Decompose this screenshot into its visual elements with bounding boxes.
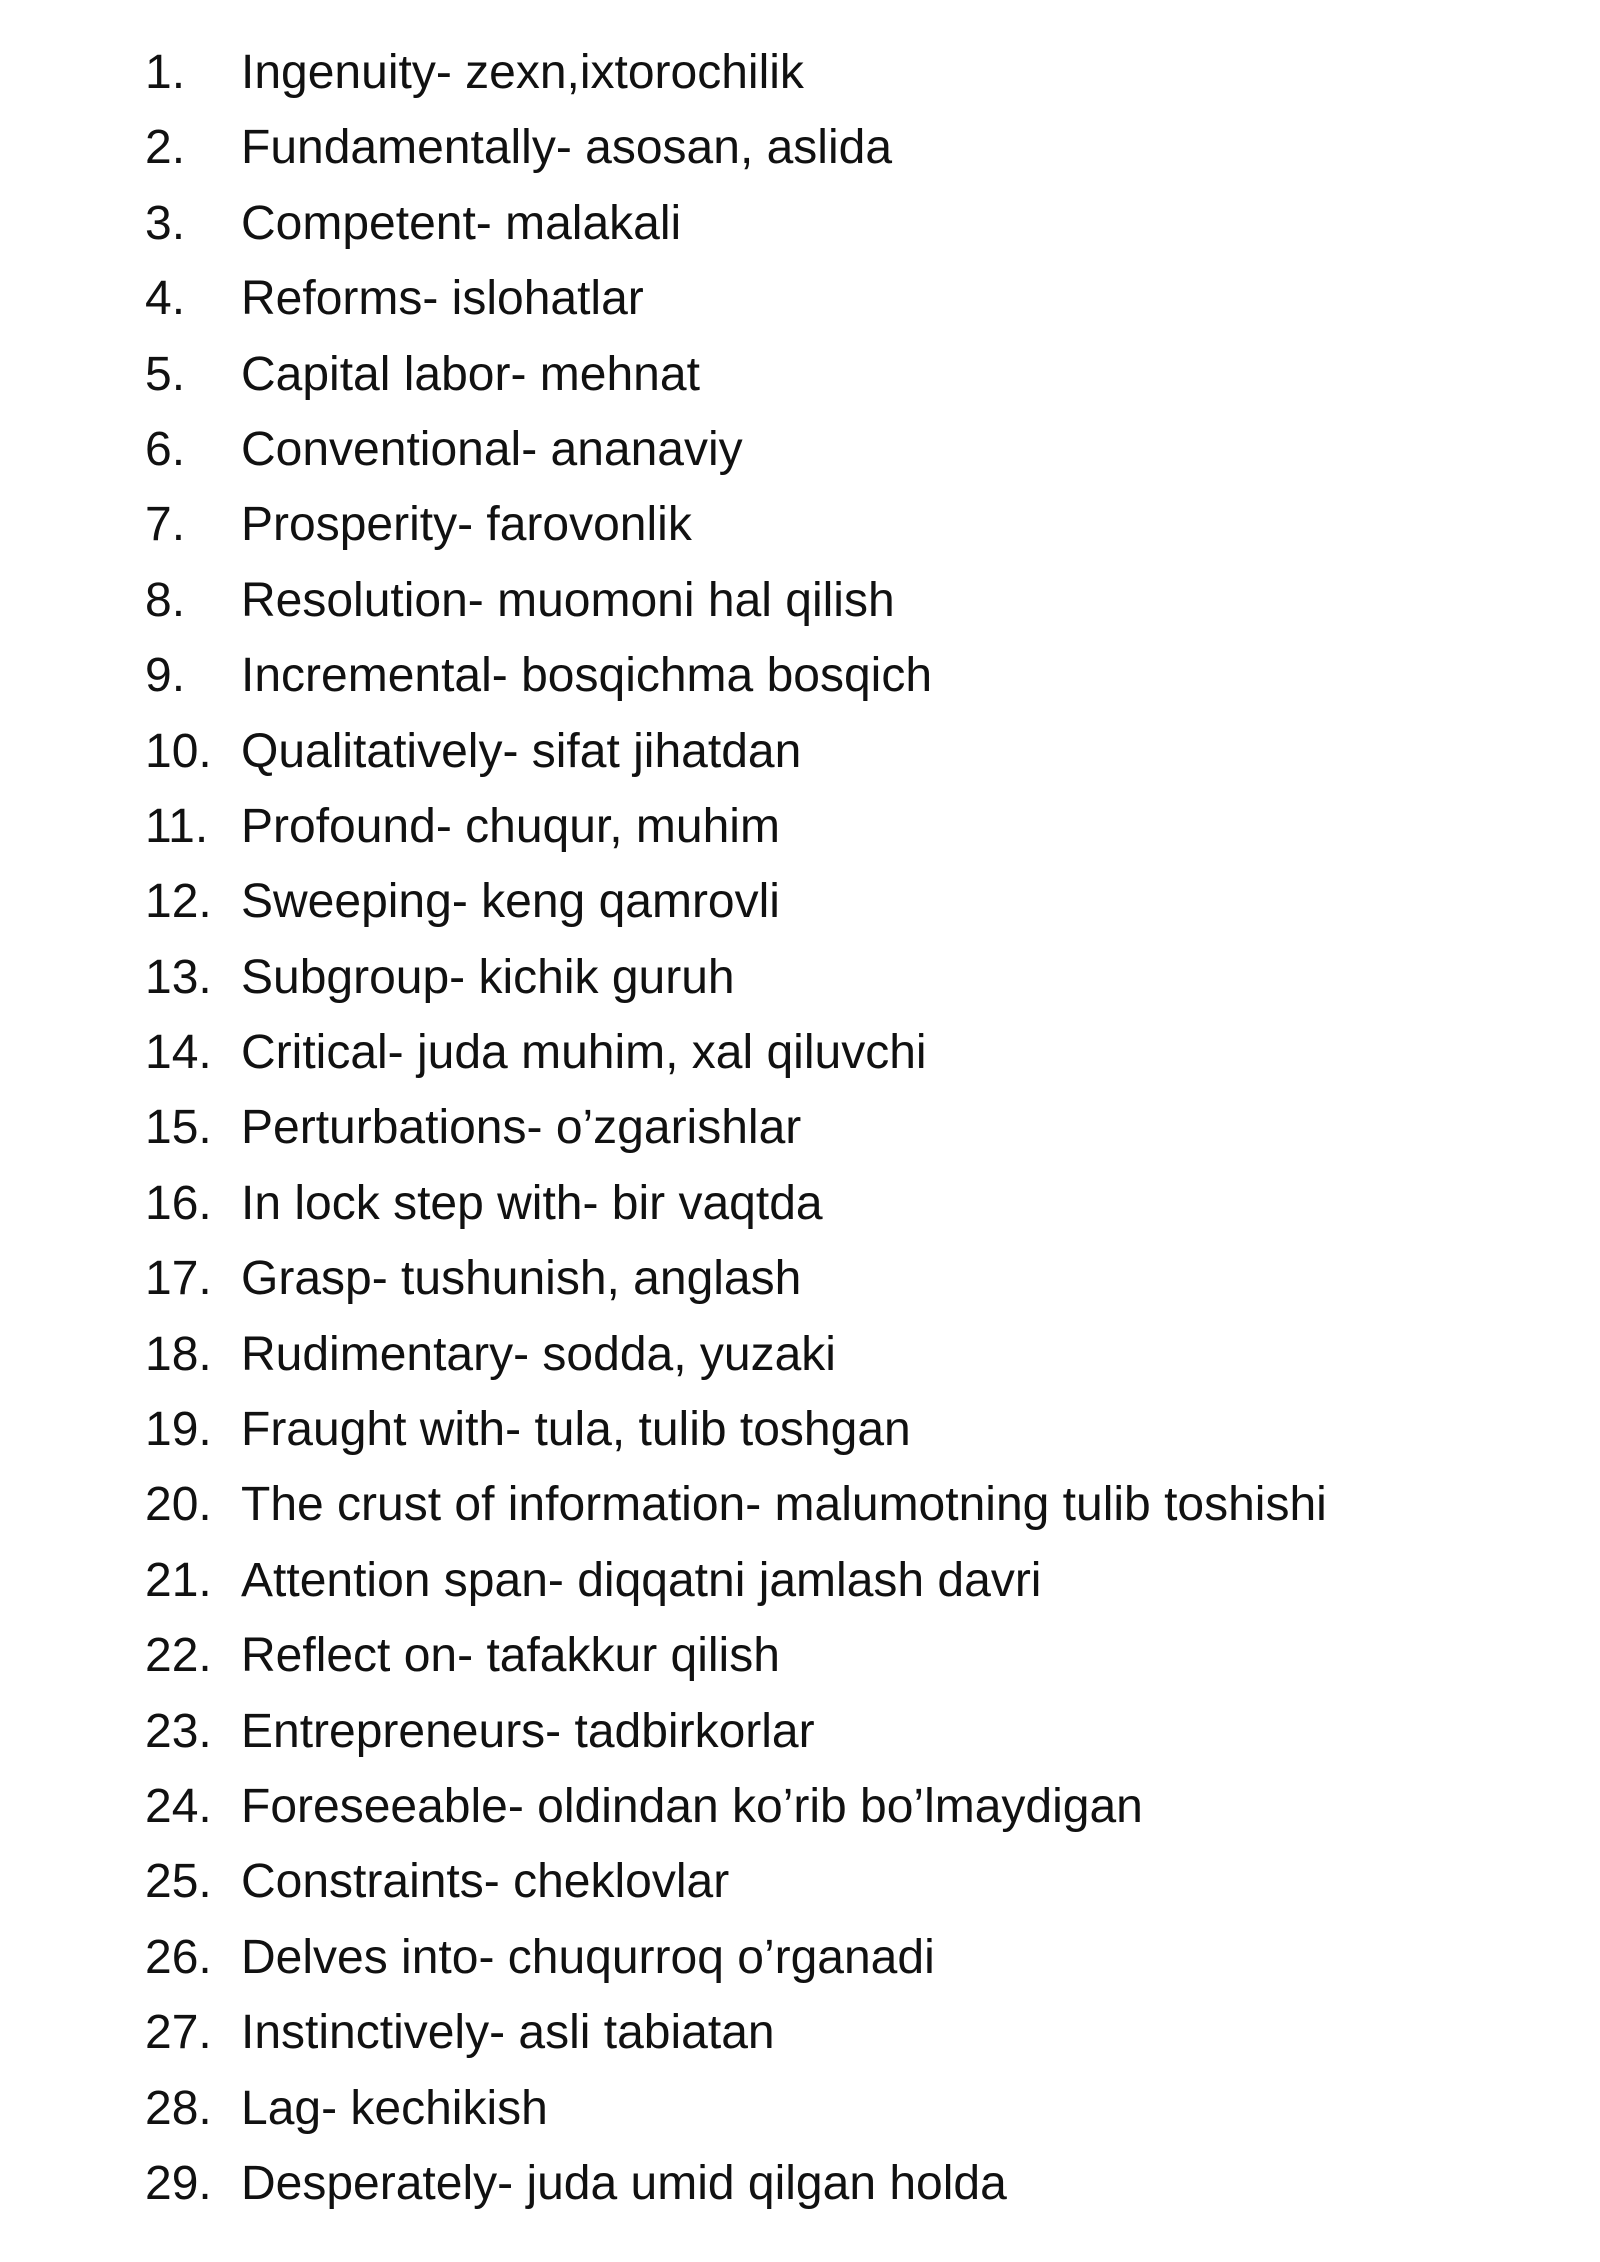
- item-number: 2.: [145, 121, 186, 175]
- list-item: [145, 947, 1327, 1022]
- item-text: Foreseeable- oldindan ko’rib bo’lmaydigan: [241, 1779, 1143, 1833]
- list-item: [145, 193, 1327, 268]
- item-number: 26.: [145, 1930, 212, 1984]
- item-number: 1.: [145, 46, 186, 99]
- item-number: 23.: [145, 1704, 212, 1758]
- list-item: [145, 117, 1327, 192]
- item-number: 25.: [145, 1855, 212, 1909]
- item-number: 21.: [145, 1553, 212, 1607]
- item-text: Fundamentally- asosan, aslida: [241, 121, 893, 175]
- list-item: [145, 1851, 1327, 1926]
- list-item: [145, 1927, 1327, 2002]
- item-number: 24.: [145, 1779, 212, 1833]
- list-item: [145, 268, 1327, 343]
- list-item: [145, 494, 1327, 569]
- list-item: [145, 1248, 1327, 1323]
- list-item: [145, 1474, 1327, 1549]
- item-text: Conventional- ananaviy: [241, 422, 743, 476]
- item-text: Grasp- tushunish, anglash: [241, 1252, 802, 1306]
- list-item: [145, 721, 1327, 796]
- item-number: 20.: [145, 1478, 212, 1532]
- list-item: [145, 796, 1327, 871]
- item-text: Critical- juda muhim, xal qiluvchi: [241, 1026, 927, 1080]
- item-text: Rudimentary- sodda, yuzaki: [241, 1327, 836, 1381]
- vocabulary-list: [145, 42, 1327, 2228]
- item-text: Constraints- cheklovlar: [241, 1855, 730, 1909]
- list-item: [145, 645, 1327, 720]
- item-number: 5.: [145, 347, 186, 401]
- list-item: [145, 1550, 1327, 1625]
- list-item: [145, 1625, 1327, 1700]
- item-text: Perturbations- o’zgarishlar: [241, 1101, 802, 1155]
- item-text: Resolution- muomoni hal qilish: [241, 573, 895, 627]
- list-item: [145, 1022, 1327, 1097]
- item-number: 3.: [145, 196, 186, 250]
- list-item: [145, 2078, 1327, 2153]
- item-number: 28.: [145, 2081, 212, 2135]
- item-number: 29.: [145, 2156, 212, 2210]
- item-text: Profound- chuqur, muhim: [241, 799, 780, 853]
- list-item: [145, 1097, 1327, 1172]
- list-item: [145, 344, 1327, 419]
- item-number: 9.: [145, 649, 186, 703]
- list-item: [145, 1701, 1327, 1776]
- list-item: [145, 419, 1327, 494]
- item-number: 14.: [145, 1026, 212, 1080]
- item-text: Ingenuity- zexn,ixtorochilik: [241, 46, 804, 99]
- list-item: [145, 1324, 1327, 1399]
- list-item: [145, 1399, 1327, 1474]
- item-text: Fraught with- tula, tulib toshgan: [241, 1403, 911, 1457]
- item-text: Competent- malakali: [241, 196, 682, 250]
- item-number: 22.: [145, 1629, 212, 1683]
- list-item: [145, 2002, 1327, 2077]
- item-text: Subgroup- kichik guruh: [241, 950, 735, 1004]
- item-number: 18.: [145, 1327, 212, 1381]
- list-item: [145, 871, 1327, 946]
- item-number: 11.: [145, 799, 209, 853]
- item-text: Attention span- diqqatni jamlash davri: [241, 1553, 1042, 1607]
- item-text: Prosperity- farovonlik: [241, 498, 692, 552]
- item-text: Entrepreneurs- tadbirkorlar: [241, 1704, 815, 1758]
- item-number: 13.: [145, 950, 212, 1004]
- item-number: 6.: [145, 422, 186, 476]
- item-number: 10.: [145, 724, 212, 778]
- item-number: 17.: [145, 1252, 212, 1306]
- list-item: [145, 1173, 1327, 1248]
- item-text: Desperately- juda umid qilgan holda: [241, 2156, 1007, 2210]
- item-number: 12.: [145, 875, 212, 929]
- item-number: 16.: [145, 1176, 212, 1230]
- item-text: In lock step with- bir vaqtda: [241, 1176, 823, 1230]
- item-text: Reforms- islohatlar: [241, 272, 644, 326]
- list-item: [145, 570, 1327, 645]
- item-text: Reflect on- tafakkur qilish: [241, 1629, 780, 1683]
- list-item: [145, 42, 1327, 117]
- item-text: The crust of information- malumotning tulib toshishi: [241, 1478, 1327, 1532]
- item-text: Instinctively- asli tabiatan: [241, 2006, 775, 2060]
- list-item: [145, 1776, 1327, 1851]
- item-text: Qualitatively- sifat jihatdan: [241, 724, 802, 778]
- item-number: 19.: [145, 1403, 212, 1457]
- item-text: Sweeping- keng qamrovli: [241, 875, 780, 929]
- item-number: 7.: [145, 498, 186, 552]
- list-item: [145, 2153, 1327, 2228]
- item-text: Lag- kechikish: [241, 2081, 548, 2135]
- item-number: 15.: [145, 1101, 212, 1155]
- item-text: Capital labor- mehnat: [241, 347, 700, 401]
- item-text: Delves into- chuqurroq o’rganadi: [241, 1930, 935, 1984]
- item-number: 27.: [145, 2006, 212, 2060]
- item-number: 8.: [145, 573, 186, 627]
- item-number: 4.: [145, 272, 186, 326]
- item-text: Incremental- bosqichma bosqich: [241, 649, 933, 703]
